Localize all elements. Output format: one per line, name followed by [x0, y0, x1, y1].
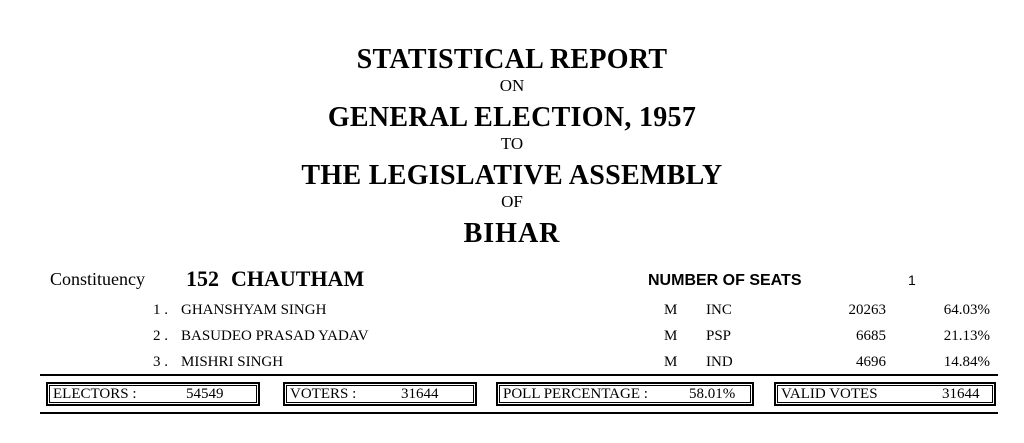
candidate-vote-percentage: 14.84%: [943, 354, 990, 370]
constituency-name: CHAUTHAM: [231, 266, 365, 291]
seats-label: NUMBER OF SEATS: [648, 272, 802, 289]
constituency-number: 152: [186, 266, 219, 291]
divider-bottom: [40, 412, 998, 414]
candidate-name: MISHRI SINGH: [181, 354, 284, 370]
candidate-number: 2 .: [153, 328, 168, 344]
candidate-votes: 6685: [856, 328, 886, 344]
candidate-vote-percentage: 21.13%: [943, 328, 990, 344]
report-title-line-3: GENERAL ELECTION, 1957: [327, 102, 697, 133]
report-title-line-1: STATISTICAL REPORT: [356, 44, 668, 75]
valid-votes-label: VALID VOTES: [781, 386, 878, 402]
candidate-votes: 20263: [848, 302, 886, 318]
valid-votes-box: [774, 382, 996, 406]
candidate-name: BASUDEO PRASAD YADAV: [181, 328, 369, 344]
valid-votes-value: 31644: [942, 386, 980, 402]
poll-percentage-box: [496, 382, 754, 406]
candidate-sex: M: [664, 302, 678, 318]
candidate-vote-percentage: 64.03%: [943, 302, 990, 318]
candidate-party: INC: [706, 302, 732, 318]
electors-label: ELECTORS :: [53, 386, 137, 402]
constituency-label: Constituency: [50, 269, 145, 289]
candidate-name: GHANSHYAM SINGH: [181, 302, 327, 318]
voters-value: 31644: [401, 386, 439, 402]
electors-box: [46, 382, 260, 406]
candidate-party: PSP: [706, 328, 732, 344]
candidate-row: [0, 328, 1024, 350]
candidate-number: 3 .: [153, 354, 168, 370]
candidate-sex: M: [664, 354, 678, 370]
poll-percentage-label: POLL PERCENTAGE :: [503, 386, 648, 402]
voters-box: [283, 382, 477, 406]
poll-percentage-value: 58.01%: [689, 386, 736, 402]
seats-value: 1: [908, 272, 916, 288]
candidate-sex: M: [664, 328, 678, 344]
report-title-state: BIHAR: [463, 218, 561, 249]
report-title-line-2: ON: [499, 76, 525, 95]
candidate-row: [0, 302, 1024, 324]
report-title-line-5: THE LEGISLATIVE ASSEMBLY: [301, 160, 723, 191]
constituency-heading: [186, 266, 376, 292]
electors-value: 54549: [186, 386, 224, 402]
report-title: [0, 44, 1024, 250]
report-title-line-4: TO: [500, 134, 524, 153]
candidate-votes: 4696: [856, 354, 886, 370]
report-title-line-6: OF: [501, 192, 523, 211]
candidate-party: IND: [706, 354, 733, 370]
voters-label: VOTERS :: [290, 386, 357, 402]
divider-top: [40, 374, 998, 376]
candidate-number: 1 .: [153, 302, 168, 318]
candidate-row: [0, 354, 1024, 376]
